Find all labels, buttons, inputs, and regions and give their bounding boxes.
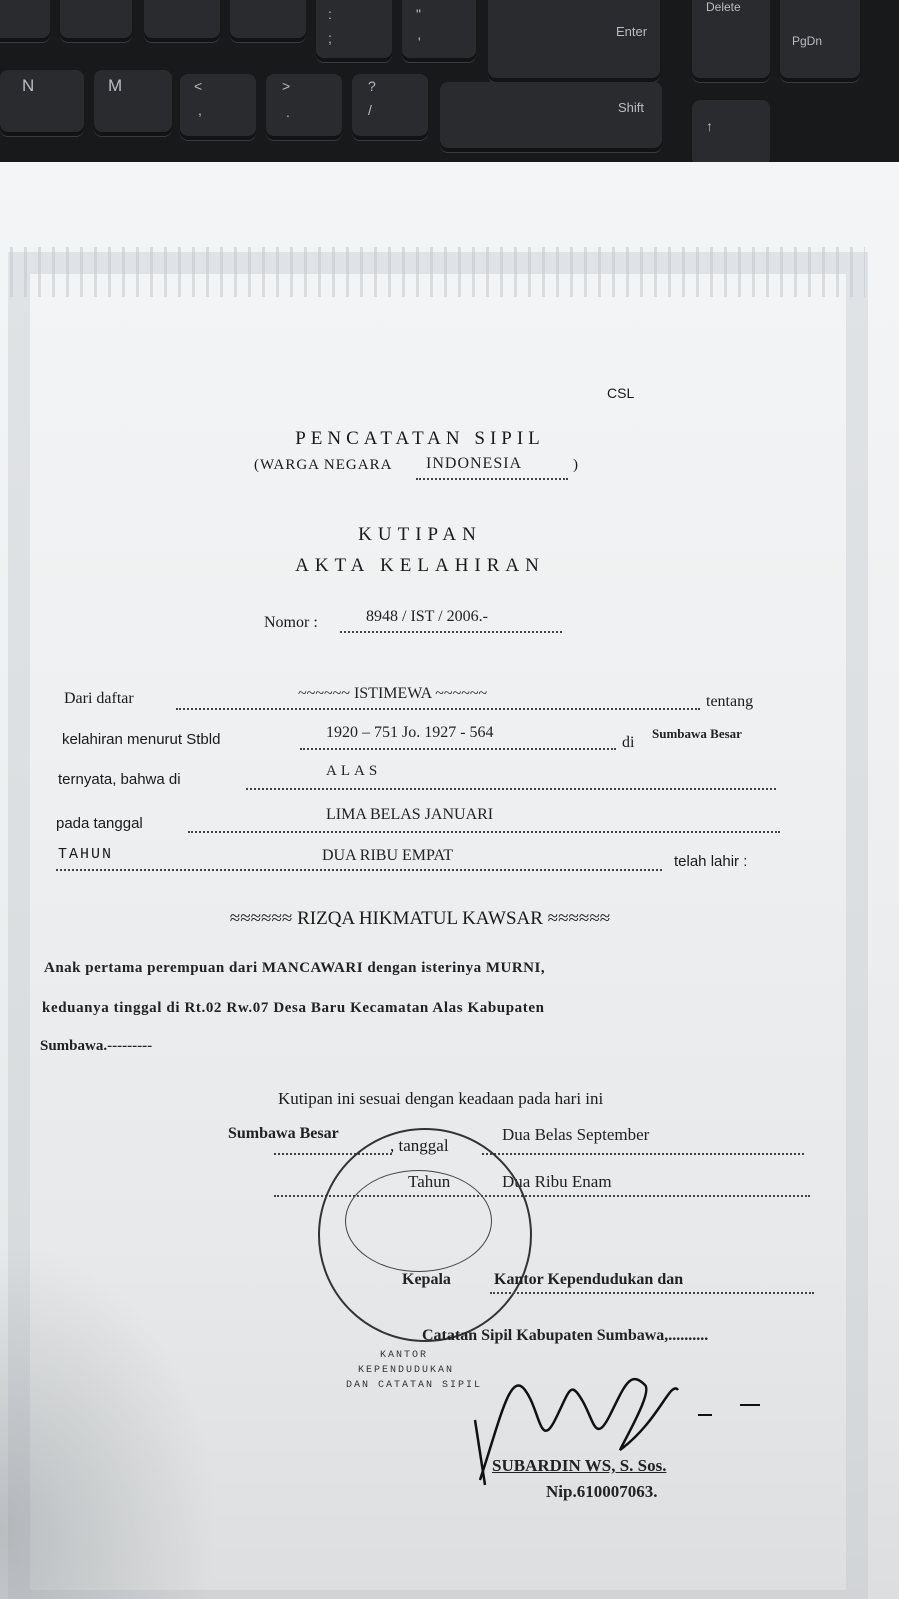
date-label: pada tanggal xyxy=(56,815,143,832)
registry-place: Sumbawa Besar xyxy=(652,726,742,741)
keyboard xyxy=(0,0,899,180)
official-name: SUBARDIN WS, S. Sos. xyxy=(492,1456,667,1475)
description-line2: keduanya tinggal di Rt.02 Rw.07 Desa Baru Kecamatan Alas Kabupaten xyxy=(42,1000,545,1016)
key-n: N xyxy=(0,70,84,136)
official-nip: Nip.610007063. xyxy=(546,1482,658,1501)
birth-place: ALAS xyxy=(326,763,382,779)
born-tail: telah lahir : xyxy=(674,853,748,870)
key-l xyxy=(230,0,306,42)
issue-date-label: , tanggal xyxy=(390,1136,449,1155)
dotted-line xyxy=(490,1292,814,1294)
birth-year: DUA RIBU EMPAT xyxy=(322,847,453,864)
stamp-text-line3: DAN CATATAN SIPIL xyxy=(346,1380,483,1391)
nationality-prefix: (WARGA NEGARA xyxy=(254,457,393,473)
stamp-text-line2: KEPENDUDUKAN xyxy=(358,1365,455,1376)
key-slash: ? / xyxy=(352,74,428,140)
issue-year: Dua Ribu Enam xyxy=(502,1172,612,1191)
register-label: Dari daftar xyxy=(64,690,134,707)
stamp-text-line1: KANTOR xyxy=(380,1350,429,1361)
key-period: > . xyxy=(266,74,342,140)
description-line3: Sumbawa.--------- xyxy=(40,1038,153,1054)
number-label: Nomor : xyxy=(264,614,318,631)
nationality-suffix: ) xyxy=(573,457,578,473)
title-line2: AKTA KELAHIRAN xyxy=(295,555,545,576)
document-code: CSL xyxy=(607,385,635,401)
shadow xyxy=(0,1242,220,1599)
dotted-line xyxy=(340,631,562,633)
key-k xyxy=(144,0,220,42)
official-title-label: Kepala xyxy=(402,1271,451,1288)
key-shift: Shift xyxy=(440,82,662,152)
title-line1: KUTIPAN xyxy=(358,524,482,545)
issue-place: Sumbawa Besar xyxy=(228,1125,339,1142)
key-comma: < , xyxy=(180,74,256,140)
dotted-line xyxy=(188,831,780,833)
birth-date: LIMA BELAS JANUARI xyxy=(326,806,494,823)
key-enter: Enter xyxy=(488,0,660,82)
stbld-value: 1920 – 751 Jo. 1927 - 564 xyxy=(326,724,494,741)
issue-year-label: Tahun xyxy=(408,1172,451,1191)
key-quote: " ' xyxy=(402,0,476,62)
key-pgdn: PgDn xyxy=(780,0,860,82)
stbld-di: di xyxy=(622,734,635,751)
key-j xyxy=(60,0,132,42)
dotted-line xyxy=(416,478,568,480)
dotted-line xyxy=(482,1153,804,1155)
key-colon: : ; xyxy=(316,0,392,62)
issue-date: Dua Belas September xyxy=(502,1125,650,1144)
register-value: ~~~~~~ ISTIMEWA ~~~~~~ xyxy=(298,685,488,702)
register-tail: tentang xyxy=(706,693,754,710)
certificate-number: 8948 / IST / 2006.- xyxy=(366,608,488,625)
nationality-value: INDONESIA xyxy=(426,455,523,472)
conform-text: Kutipan ini sesuai dengan keadaan pada hari ini xyxy=(278,1089,604,1108)
year-label: TAHUN xyxy=(58,846,114,863)
dotted-line xyxy=(246,788,776,790)
child-name: ≈≈≈≈≈≈ RIZQA HIKMATUL KAWSAR ≈≈≈≈≈≈ xyxy=(229,908,611,929)
stbld-label: kelahiran menurut Stbld xyxy=(62,731,221,748)
born-at-label: ternyata, bahwa di xyxy=(58,771,181,788)
description-line1: Anak pertama perempuan dari MANCAWARI dengan isterinya MURNI, xyxy=(44,960,546,976)
key-arrow-up: ↑ xyxy=(692,100,770,170)
dotted-line xyxy=(176,708,700,710)
key-delete: Delete xyxy=(692,0,770,82)
official-stamp-inner xyxy=(345,1170,492,1272)
document-heading: PENCATATAN SIPIL xyxy=(295,428,545,449)
key-m: M xyxy=(94,70,172,136)
key xyxy=(0,0,50,42)
dotted-line xyxy=(300,748,616,750)
official-title-line2: Catatan Sipil Kabupaten Sumbawa,.......... xyxy=(422,1327,709,1344)
dotted-line xyxy=(56,869,662,871)
official-title-line1: Kantor Kependudukan dan xyxy=(494,1271,684,1288)
